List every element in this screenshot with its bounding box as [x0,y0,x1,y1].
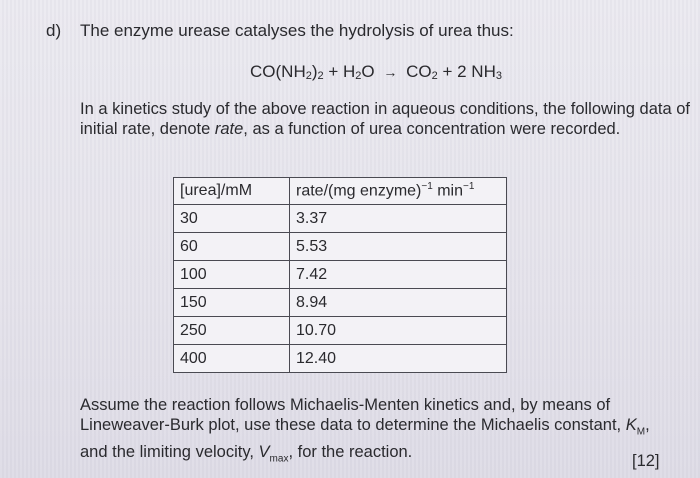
instruction-paragraph [80,395,680,470]
eq-nh3-sub: 3 [495,70,502,82]
vmax-symbol: V [258,443,270,462]
cell-urea: 60 [174,233,290,261]
question-intro: The enzyme urease catalyses the hydrolysis of urea thus: [80,21,514,40]
table-row [174,205,507,233]
table-row [174,261,507,289]
closing-part3: , for the reaction. [288,443,413,462]
eq-reactant1-close-sub: 2 [317,70,324,82]
cell-rate: 12.40 [290,345,507,373]
cell-urea: 250 [174,317,290,345]
cell-urea: 30 [174,205,290,233]
rate-data-table [173,177,507,373]
cell-urea: 150 [174,289,290,317]
eq-h2o-sub: 2 [355,70,362,82]
cell-rate: 7.42 [290,261,507,289]
header-urea: [urea]/mM [174,178,290,205]
table-row [174,317,507,345]
eq-arrow-icon: → [383,64,398,80]
cell-urea: 400 [174,345,290,373]
cell-rate: 3.37 [290,205,507,233]
table-row [174,345,507,373]
eq-product1-sub: 2 [431,70,438,82]
closing-part2: , and the limiting velocity, [80,416,650,462]
eq-reactant1-sub: 2 [305,70,312,82]
table-row [174,289,507,317]
km-sub: M [636,426,646,438]
header-rate-min: min [432,182,464,200]
paragraph-rate: rate [214,120,244,138]
kinetics-paragraph [80,99,690,139]
eq-plus1: + H [323,62,356,81]
header-rate-text: rate/(mg enzyme) [296,182,422,200]
question-label: d) [46,21,62,40]
cell-urea: 100 [174,261,290,289]
cell-rate: 8.94 [290,289,507,317]
vmax-sub: max [269,453,289,465]
km-symbol: K [625,416,637,434]
header-rate-sup2: −1 [463,181,475,193]
paragraph-part2: , as a function of urea concentration were recorded. [243,120,621,138]
header-rate [290,178,507,205]
table-row [174,233,507,261]
closing-part1: Assume the reaction follows Michaelis-Menten kinetics and, by means of Lineweaver-Burk plot, use these data to determine the Michaelis constant, [80,396,626,434]
eq-reactant1-close: ) [311,62,318,81]
cell-rate: 5.53 [290,233,507,261]
table-header-row [174,178,507,205]
reaction-equation [250,62,502,82]
cell-rate: 10.70 [290,317,507,345]
eq-product1: CO [406,62,432,81]
paragraph-part1: In a kinetics study of the above reaction in aqueous conditions, the following data of initial rate, denote [80,100,690,138]
eq-reactant1: CO(NH [250,62,306,81]
eq-h2o-o: O [361,62,375,81]
header-rate-sup1: −1 [421,181,433,193]
marks-label: [12] [632,452,660,470]
eq-plus2: + 2 NH [437,62,496,81]
